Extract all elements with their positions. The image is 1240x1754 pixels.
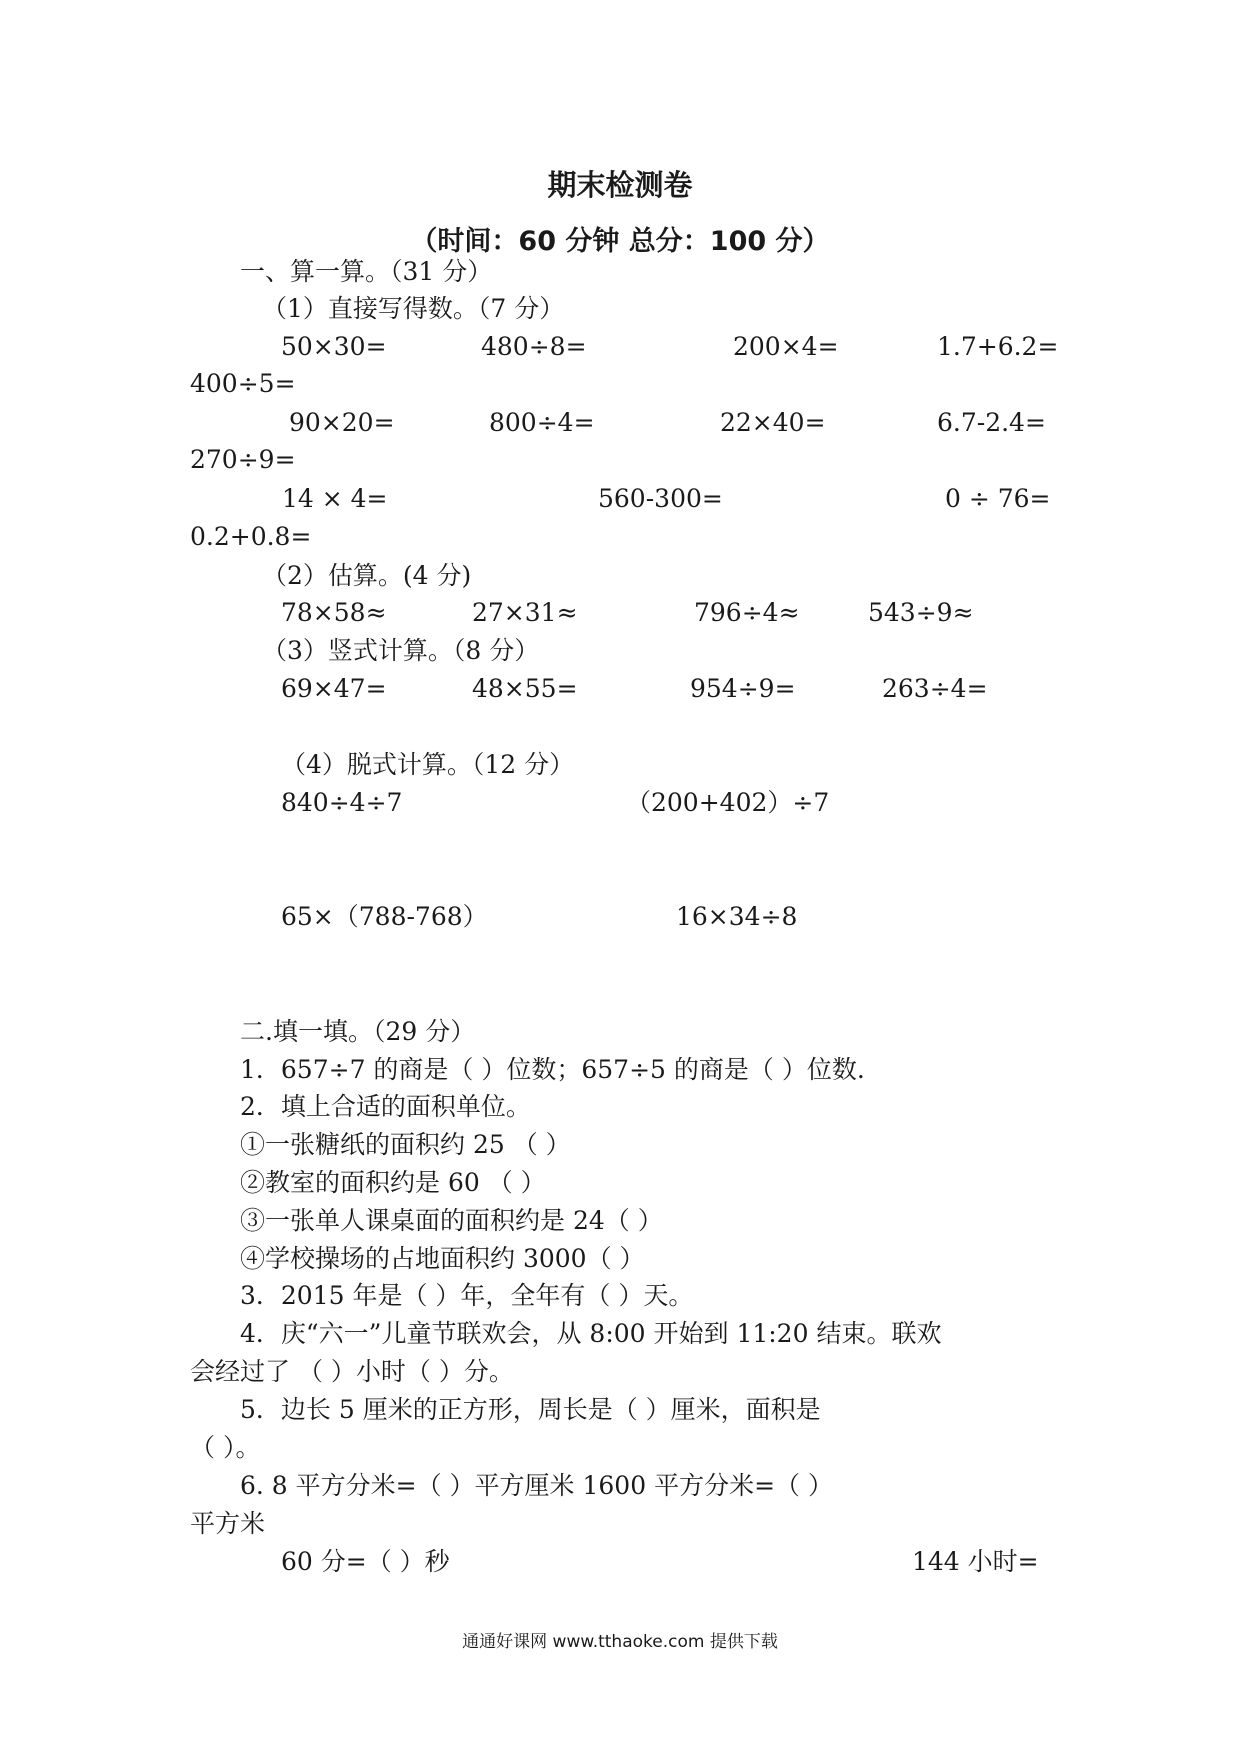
estimate-item: 78×58≈ (281, 598, 387, 627)
calc-item: 1.7+6.2= (937, 332, 1059, 361)
part2-heading: （2）估算。(4 分) (262, 561, 472, 590)
calc-item: 800÷4= (489, 408, 595, 437)
calc-item: 200×4= (733, 332, 839, 361)
question-4: 4．庆“六一”儿童节联欢会，从 8:00 开始到 11:20 结束。联欢 (240, 1319, 942, 1348)
calc-item: 90×20= (289, 408, 395, 437)
question-6: 6. 8 平方分米=（ ）平方厘米 1600 平方分米=（ ） (240, 1471, 833, 1500)
question-3: 3．2015 年是（ ）年，全年有（ ）天。 (240, 1281, 694, 1310)
calc-item: 560-300= (598, 484, 723, 513)
question-5-continued: （ ）。 (190, 1433, 261, 1462)
vertical-calc-item: 69×47= (281, 674, 387, 703)
stepwise-calc-item: 65×（788-768） (281, 902, 488, 931)
question-6-item: 60 分=（ ）秒 (281, 1547, 450, 1576)
section1-heading: 一、算一算。（31 分） (240, 257, 493, 286)
calc-item: 6.7-2.4= (937, 408, 1046, 437)
estimate-item: 796÷4≈ (694, 598, 800, 627)
stepwise-calc-item: 16×34÷8 (676, 902, 798, 931)
vertical-calc-item: 954÷9= (690, 674, 796, 703)
calc-item: 50×30= (281, 332, 387, 361)
question-1: 1．657÷7 的商是（ ）位数；657÷5 的商是（ ）位数. (240, 1055, 865, 1084)
calc-item: 270÷9= (190, 445, 296, 474)
calc-item: 480÷8= (481, 332, 587, 361)
exam-info: （时间：60 分钟 总分：100 分） (410, 226, 830, 257)
question-6-item: 144 小时= (912, 1547, 1039, 1576)
vertical-calc-item: 263÷4= (882, 674, 988, 703)
question-2-item: ④学校操场的占地面积约 3000（ ） (240, 1244, 645, 1273)
part3-heading: （3）竖式计算。（8 分） (262, 636, 540, 665)
stepwise-calc-item: （200+402）÷7 (626, 788, 830, 817)
estimate-item: 27×31≈ (472, 598, 578, 627)
calc-item: 0.2+0.8= (190, 522, 312, 551)
question-4-continued: 会经过了 （ ）小时（ ）分。 (190, 1357, 514, 1386)
part1-heading: （1）直接写得数。（7 分） (262, 294, 565, 323)
calc-item: 22×40= (720, 408, 826, 437)
part4-heading: （4）脱式计算。（12 分） (281, 750, 575, 779)
calc-item: 14 × 4= (282, 484, 388, 513)
question-2-item: ②教室的面积约是 60 （ ） (240, 1168, 546, 1197)
question-6-continued: 平方米 (190, 1509, 266, 1538)
page-title: 期末检测卷 (547, 168, 693, 202)
section2-heading: 二.填一填。（29 分） (240, 1017, 476, 1046)
question-2: 2．填上合适的面积单位。 (240, 1092, 531, 1121)
question-5: 5．边长 5 厘米的正方形，周长是（ ）厘米，面积是 (240, 1395, 821, 1424)
footer-source: 通通好课网 www.tthaoke.com 提供下载 (462, 1632, 778, 1652)
calc-item: 0 ÷ 76= (945, 484, 1051, 513)
vertical-calc-item: 48×55= (472, 674, 578, 703)
question-2-item: ③一张单人课桌面的面积约是 24（ ） (240, 1206, 663, 1235)
estimate-item: 543÷9≈ (868, 598, 974, 627)
question-2-item: ①一张糖纸的面积约 25 （ ） (240, 1130, 571, 1159)
stepwise-calc-item: 840÷4÷7 (281, 788, 403, 817)
calc-item: 400÷5= (190, 369, 296, 398)
